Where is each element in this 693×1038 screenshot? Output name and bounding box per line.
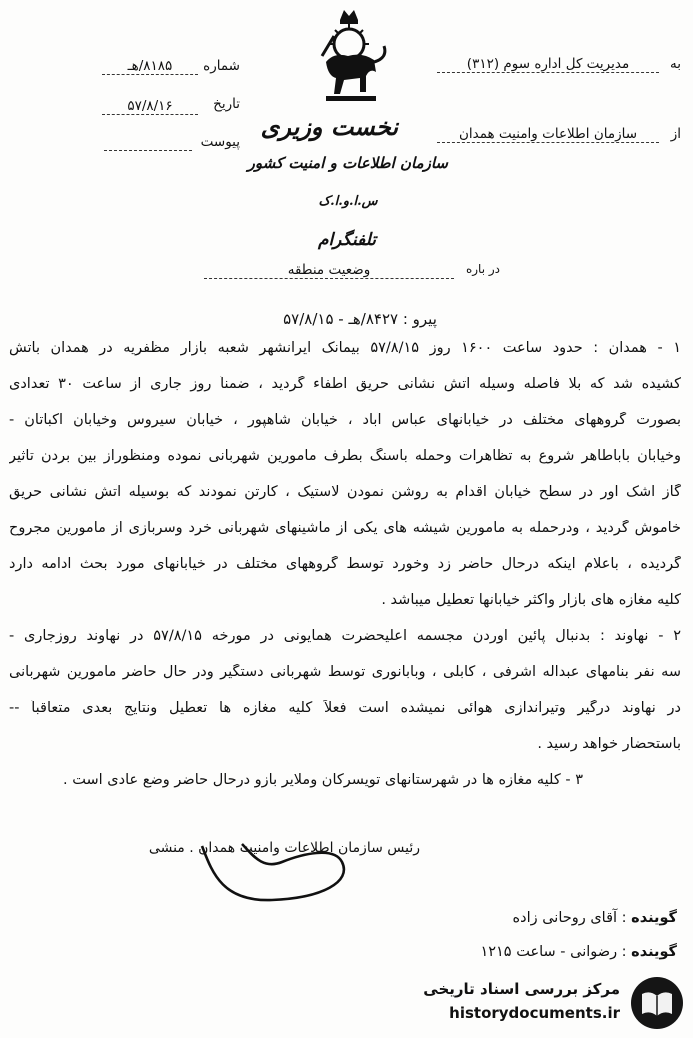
body-line: در نهاوند درگیر وتیراندازی هوائی نمیشده است فعلاً کلیه مغازه ها تعطیل ونتایج بعدی متعاقباً -- <box>9 700 681 716</box>
org-code: س.ا.و.ا.ک <box>318 194 378 209</box>
date-label: تاریخ <box>213 96 240 112</box>
signature-line: رئیس سازمان اطلاعات وامنیت همدان . منشی <box>148 840 420 856</box>
number-field <box>100 58 240 78</box>
number-value: ۸۱۸۵/هـ <box>102 58 198 75</box>
lion-and-sun-emblem <box>304 6 394 106</box>
subject-line <box>200 262 500 282</box>
speaker-value: : آقای روحانی زاده <box>512 910 627 926</box>
body-line: ۲ - نهاوند : بدنبال پائین آوردن مجسمه اعلیحضرت همایونی در مورخه ۵۷/۸/۱۵ در نهاوند روزجاری - <box>9 628 681 644</box>
body-line: ۳ - کلیه مغازه ها در شهرستانهای تویسرکان وملایر بازو درحال حاضر وضع عادی است . <box>63 772 583 788</box>
body-line: ۱ - همدان : حدود ساعت ۱۶۰۰ روز ۵۷/۸/۱۵ بیمانک ایرانشهر شعبه بازار مظفریه در همدان بآتش <box>9 340 681 356</box>
body-line: خاموش گردید ، ودرحمله به مامورین شیشه های یکی از ماشینهای شهربانی خرد وسربازی از مامورین مجروح <box>9 520 681 536</box>
body-line: وخیابان باباطاهر شروع به تظاهرات وحمله باسنگ بطرف مامورین شهربانی نموده ومنظوراز بین بردن تاثیر <box>9 448 681 464</box>
book-logo-icon <box>628 974 686 1032</box>
body-line: کشیده شد که بلا فاصله وسیله آتش نشانی حریق اطفاء گردید ، ضمناً روز جاری از ساعت ۳۰ تعدادی <box>9 376 681 392</box>
watermark <box>400 974 690 1034</box>
from-label: از <box>670 126 681 142</box>
body-line: باستحضار خواهد رسید . <box>537 736 681 752</box>
to-value: مدیریت کل اداره سوم (۳۱۲) <box>437 56 659 73</box>
body-line: کلیه مغازه های بازار واکثر خیابانها تعطیل میباشد . <box>381 592 681 608</box>
subject-value: وضعیت منطقه <box>204 262 454 279</box>
reference-line: پیرو : ۸۴۲۷/هـ - ۵۷/۸/۱۵ <box>283 310 437 328</box>
org-subtitle: سازمان اطلاعات و امنیت کشور <box>247 154 448 172</box>
body-line: گردیده ، باعلام اینکه درحال حاضر زد وخورد توسط گروههای مختلف در خیابانهای مورد بحث ادامه دارد <box>9 556 681 572</box>
org-title: نخست وزیری <box>260 112 398 141</box>
speaker-line <box>437 910 677 926</box>
date-field <box>100 96 240 116</box>
document-type: تلفنگرام <box>317 230 377 250</box>
date-value: ۵۷/۸/۱۶ <box>102 98 198 115</box>
body-line: گاز اشک آور در سطح خیابان اقدام به روشن نمودن لاستیک ، کارتن نمودند که بوسیله آتش نشانی حریق <box>9 484 681 500</box>
to-label: به <box>670 56 681 72</box>
receiver-label: گوینده <box>631 944 677 960</box>
receiver-value: : رضوانی - ساعت ۱۲۱۵ <box>480 944 627 960</box>
attachment-line <box>104 150 192 151</box>
subject-label: در باره <box>465 262 500 276</box>
attachment-field <box>100 134 240 154</box>
speaker-label: گوینده <box>631 910 677 926</box>
body-line: سه نفر بنامهای عبداله اشرفی ، کابلی ، وبابانوری توسط شهربانی دستگیر ودر حال حاضر مامورین شهربانی <box>9 664 681 680</box>
body-line: بصورت گروههای مختلف در خیابانهای عباس آباد ، خیابان شاهپور ، خیابان سیروس وخیابان اکباتان - <box>9 412 681 428</box>
attachment-label: پیوست <box>200 134 240 150</box>
number-label: شماره <box>203 58 240 74</box>
watermark-title: مرکز بررسی اسناد تاریخی <box>423 980 620 998</box>
watermark-url: historydocuments.ir <box>449 1004 620 1022</box>
from-value: سازمان اطلاعات وامنیت همدان <box>437 126 659 143</box>
handwritten-signature <box>192 832 362 912</box>
crown-icon <box>340 10 358 20</box>
receiver-line <box>417 944 677 960</box>
